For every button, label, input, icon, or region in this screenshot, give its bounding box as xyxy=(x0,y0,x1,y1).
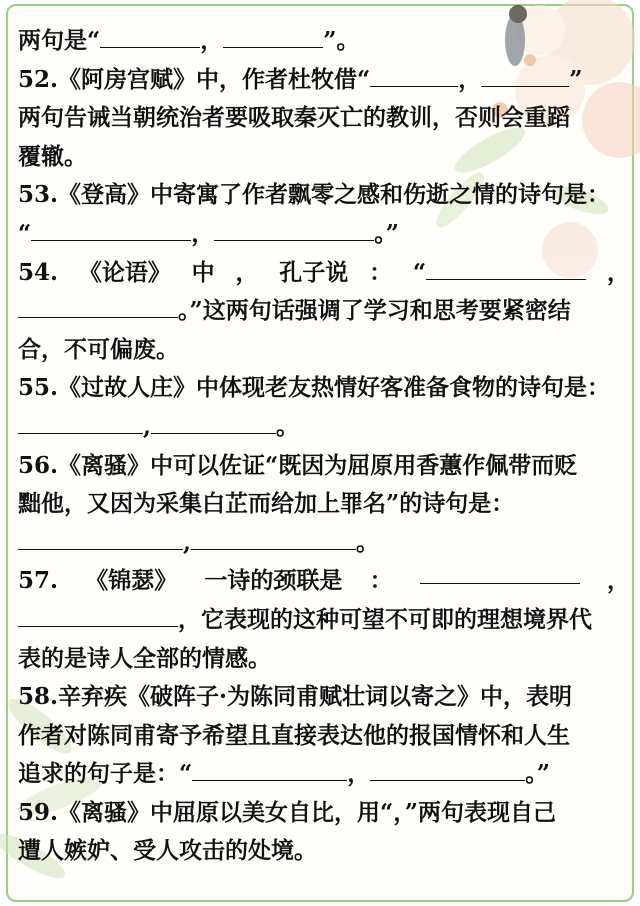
text-line: 黜他，又因为采集白芷而给加上罪名”的诗句是： xyxy=(18,490,515,518)
text-line: “ ， 。” xyxy=(18,219,399,247)
text-line: 54. 《论语》 中 ， 孔子说 ： “ ， xyxy=(18,258,630,286)
text-line: 55.《过故人庄》中体现老友热情好客准备食物的诗句是： xyxy=(18,374,611,402)
text-line: ，它表现的这种可望不可即的理想境界代 xyxy=(18,601,630,640)
text-line: 57. 《锦瑟》 一诗的颈联是 ： ， xyxy=(18,562,630,601)
text-line: 两句告诫当朝统治者要吸取秦灭亡的教训，否则会重蹈 xyxy=(18,104,570,132)
text-line: 53.《登高》中寄寓了作者飘零之感和伤逝之情的诗句是： xyxy=(18,181,611,209)
text-line: 58.辛弃疾《破阵子·为陈同甫赋壮词以寄之》中，表明 xyxy=(18,683,573,711)
text-line: 遭人嫉妒、受人攻击的处境。 xyxy=(18,837,317,865)
text-line: 59.《离骚》中屈原以美女自比，用“，”两句表现自己 xyxy=(18,798,556,826)
text-line: 覆辙。 xyxy=(18,142,87,170)
text-line: 追求的句子是：“ ， 。” xyxy=(18,760,550,788)
text-line: , 。 xyxy=(18,524,630,563)
text-line: 56.《离骚》中可以佐证“既因为屈原用香蕙作佩带而贬 xyxy=(18,451,578,479)
text-line: 52.《阿房宫赋》中，作者杜牧借“ ， ” xyxy=(18,65,583,93)
text-line: , 。 xyxy=(18,408,630,447)
question-text xyxy=(18,22,630,871)
text-line: 。”这两句话强调了学习和思考要紧密结 xyxy=(18,292,630,331)
text-line: 合，不可偏废。 xyxy=(18,335,179,363)
text-line: 表的是诗人全部的情感。 xyxy=(18,644,271,672)
text-line: 两句是“ ， ”。 xyxy=(18,27,360,54)
text-line: 作者对陈同甫寄予希望且直接表达他的报国情怀和人生 xyxy=(18,721,570,749)
